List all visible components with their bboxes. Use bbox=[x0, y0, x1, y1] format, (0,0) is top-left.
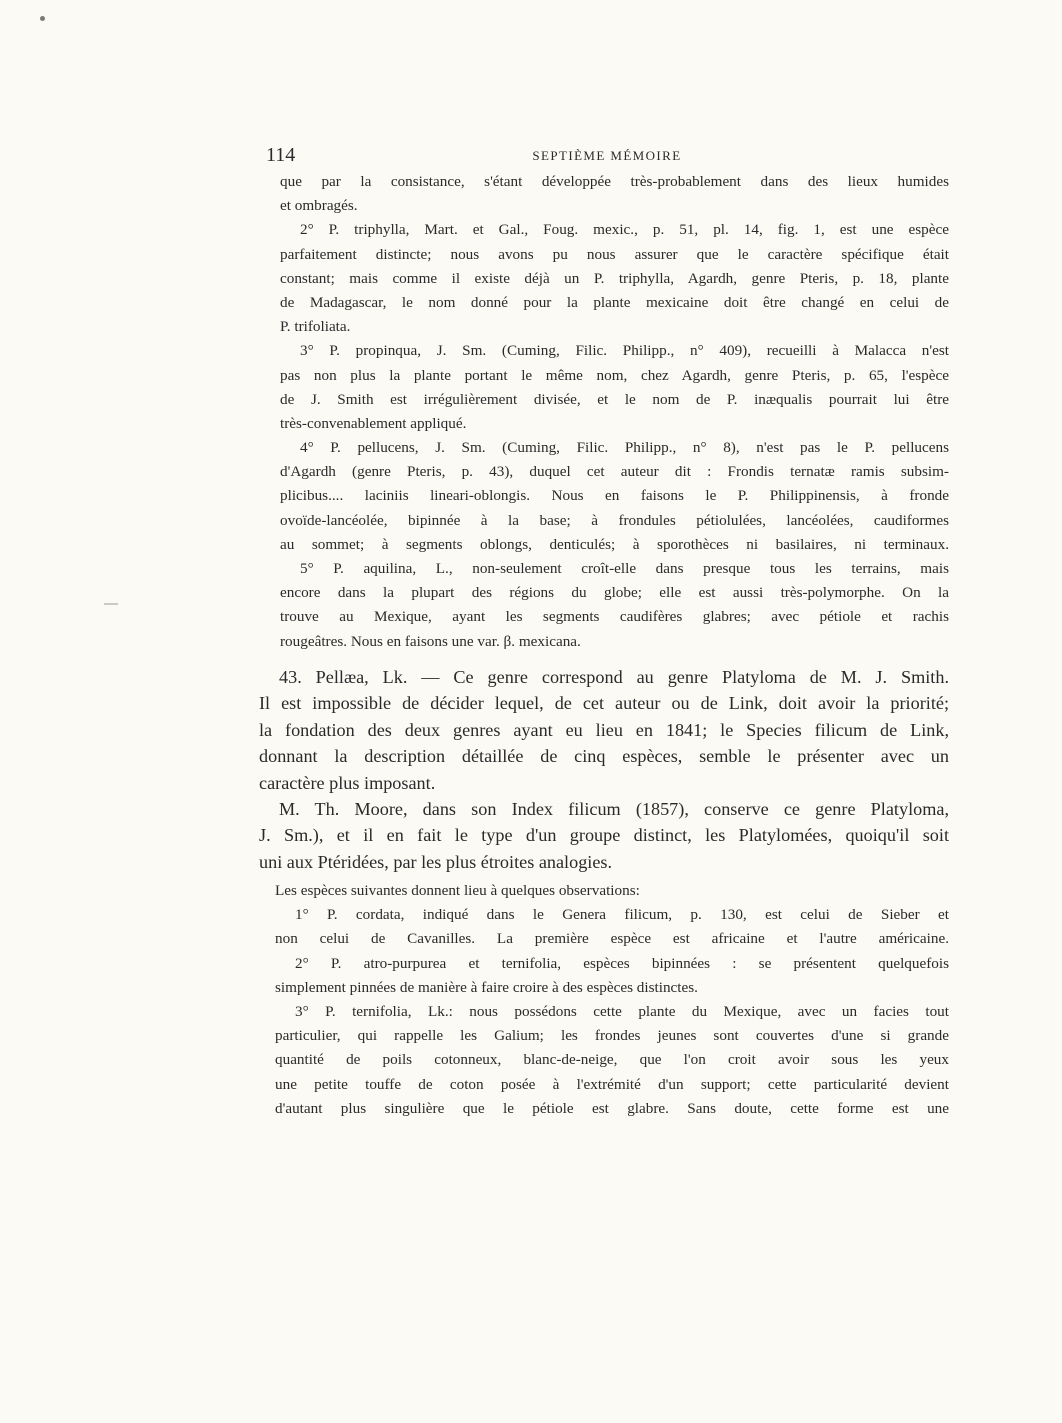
text-line: que par la consistance, s'étant développée très-probablement dans des lieux humides bbox=[280, 173, 949, 190]
text-line: pas non plus la plante portant le même nom, chez Agardh, genre Pteris, p. 65, l'espèce bbox=[280, 366, 949, 384]
text-line: trouve au Mexique, ayant les segments caudifères glabres; avec pétiole et rachis bbox=[280, 608, 949, 626]
text-block-2 bbox=[259, 664, 949, 875]
running-title: SEPTIÈME MÉMOIRE bbox=[532, 148, 682, 163]
text-line: la fondation des deux genres ayant eu lieu en 1841; le Species filicum de Link, bbox=[259, 719, 949, 740]
text-line: d'Agardh (genre Pteris, p. 43), duquel cet auteur dit : Frondis ternatæ ramis subsim- bbox=[280, 463, 949, 481]
text-line: 43. Pellæa, Lk. — Ce genre correspond au genre Platyloma de M. J. Smith. bbox=[279, 667, 949, 687]
text-line: une petite touffe de coton posée à l'extrémité d'un support; cette particularité devient bbox=[275, 1075, 949, 1093]
text-line: donnant la description détaillée de cinq espèces, semble le présenter avec un bbox=[259, 746, 949, 767]
text-line: et ombragés. bbox=[280, 197, 358, 215]
text-block-3 bbox=[275, 879, 949, 1121]
text-line: 3° P. propinqua, J. Sm. (Cuming, Filic. Philipp., n° 409), recueilli à Malacca n'est bbox=[300, 342, 949, 360]
text-line: P. trifoliata. bbox=[280, 318, 351, 336]
text-block-1 bbox=[280, 170, 949, 654]
text-line: de Madagascar, le nom donné pour la plante mexicaine doit être changé en celui de bbox=[280, 293, 949, 311]
text-line: 2° P. triphylla, Mart. et Gal., Foug. mexic., p. 51, pl. 14, fig. 1, est une espèce bbox=[300, 221, 949, 239]
text-line: simplement pinnées de manière à faire croire à des espèces distinctes. bbox=[275, 978, 698, 996]
text-line: très-convenablement appliqué. bbox=[280, 414, 467, 432]
text-line: M. Th. Moore, dans son Index filicum (1857), conserve ce genre Platyloma, bbox=[279, 798, 949, 819]
text-line: plicibus.... laciniis lineari-oblongis. Nous en faisons le P. Philippinensis, à fronde bbox=[280, 487, 949, 505]
ink-speck bbox=[40, 16, 45, 21]
text-line: rougeâtres. Nous en faisons une var. β. mexicana. bbox=[280, 632, 581, 650]
text-line: caractère plus imposant. bbox=[259, 772, 436, 793]
text-line: 5° P. aquilina, L., non-seulement croît-elle dans presque tous les terrains, mais bbox=[300, 560, 949, 577]
text-line: 2° P. atro-purpurea et ternifolia, espèces bipinnées : se présentent quelquefois bbox=[295, 954, 949, 972]
text-line: 3° P. ternifolia, Lk.: nous possédons cette plante du Mexique, avec un facies tout bbox=[295, 1002, 949, 1020]
margin-mark bbox=[104, 603, 118, 605]
text-line: Il est impossible de décider lequel, de cet auteur ou de Link, doit avoir la priorité; bbox=[259, 693, 949, 714]
text-line: de J. Smith est irrégulièrement divisée, et le nom de P. inæqualis pourrait lui être bbox=[280, 390, 949, 408]
text-line: J. Sm.), et il en fait le type d'un groupe distinct, les Platylomées, quoiqu'il soit bbox=[259, 825, 949, 846]
text-line: constant; mais comme il existe déjà un P. triphylla, Agardh, genre Pteris, p. 18, plante bbox=[280, 269, 949, 287]
page-header bbox=[266, 144, 948, 168]
text-line: d'autant plus singulière que le pétiole est glabre. Sans doute, cette forme est une bbox=[275, 1099, 949, 1117]
text-line: uni aux Ptéridées, par les plus étroites analogies. bbox=[259, 851, 613, 872]
text-line: 4° P. pellucens, J. Sm. (Cuming, Filic. Philipp., n° 8), n'est pas le P. pellucens bbox=[300, 439, 949, 457]
text-line: quantité de poils cotonneux, blanc-de-neige, que l'on croit avoir sous les yeux bbox=[275, 1051, 949, 1069]
text-line: Les espèces suivantes donnent lieu à quelques observations: bbox=[275, 882, 640, 899]
text-line: encore dans la plupart des régions du globe; elle est aussi très-polymorphe. On la bbox=[280, 584, 949, 602]
text-line: particulier, qui rappelle les Galium; les frondes jeunes sont couvertes d'une si grande bbox=[275, 1027, 949, 1045]
text-line: au sommet; à segments oblongs, denticulés; à sporothèces ni basilaires, ni terminaux. bbox=[280, 535, 949, 553]
text-line: non celui de Cavanilles. La première espèce est africaine et l'autre américaine. bbox=[275, 930, 949, 948]
text-line: 1° P. cordata, indiqué dans le Genera filicum, p. 130, est celui de Sieber et bbox=[295, 906, 949, 924]
page-number: 114 bbox=[266, 144, 296, 166]
text-line: parfaitement distincte; nous avons pu nous assurer que le caractère spécifique était bbox=[280, 245, 949, 263]
text-line: ovoïde-lancéolée, bipinnée à la base; à frondules pétiolulées, lancéolées, caudiformes bbox=[280, 511, 949, 529]
